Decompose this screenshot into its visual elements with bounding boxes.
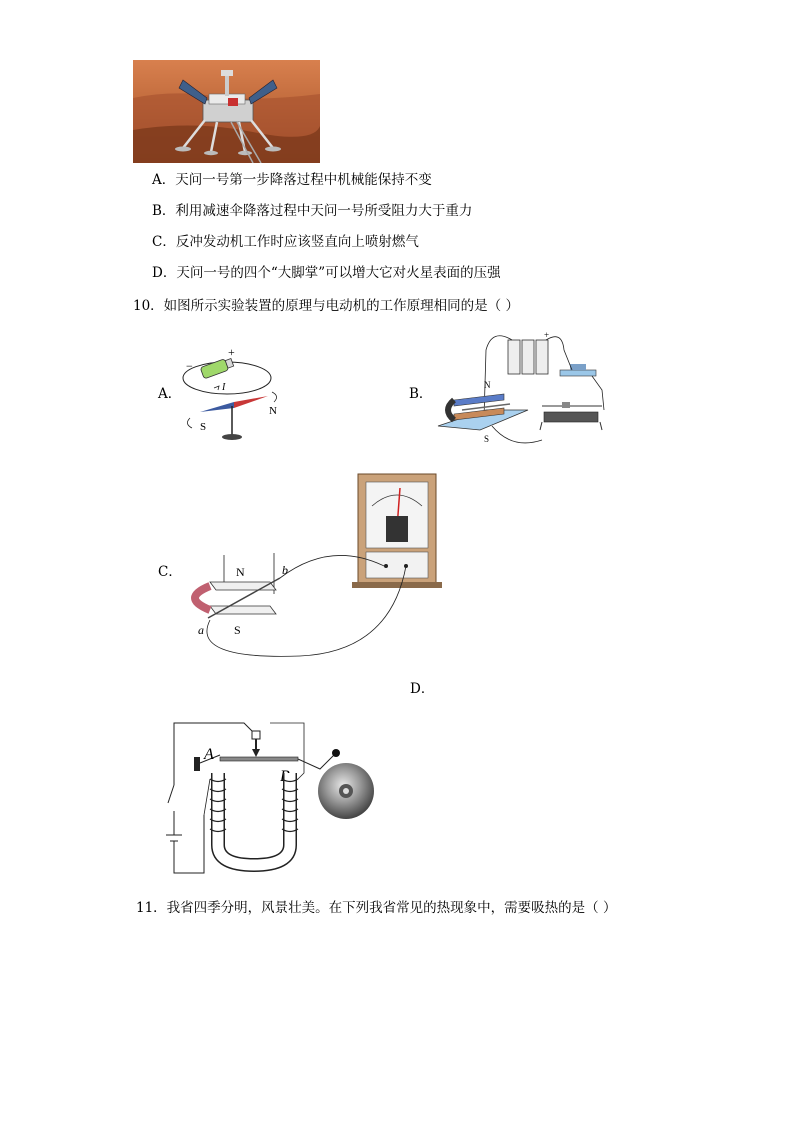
svg-text:+: + <box>544 330 550 340</box>
end-a-label: a <box>198 623 204 637</box>
point-b-label: B <box>280 768 290 785</box>
south-label: S <box>200 421 207 433</box>
q10-label-a[interactable]: A． <box>158 386 182 402</box>
q9-option-b[interactable] <box>152 202 472 220</box>
oersted-figure <box>172 340 282 445</box>
north-label: N <box>484 380 491 390</box>
q11-stem: 11．我省四季分明，风景壮美。在下列我省常见的热现象中，需要吸热的是（ ） <box>136 900 617 916</box>
q10-label-c[interactable]: C． <box>158 564 182 580</box>
option-text: 利用减速伞降落过程中天问一号所受阻力大于重力 <box>175 203 473 219</box>
generator-figure <box>180 470 445 665</box>
option-text: 天问一号第一步降落过程中机械能保持不变 <box>175 172 432 188</box>
end-b-label: b <box>282 563 288 577</box>
option-letter: A． <box>152 172 176 188</box>
q10-label-d[interactable]: D． <box>410 681 435 697</box>
south-label: S <box>234 623 241 637</box>
south-label: S <box>484 434 490 444</box>
electric-bell-figure <box>160 715 380 880</box>
minus-sign: − <box>186 359 193 373</box>
option-text: 反冲发动机工作时应该竖直向上喷射燃气 <box>175 234 419 250</box>
q10-stem: 10．如图所示实验装置的原理与电动机的工作原理相同的是（ ） <box>133 298 519 314</box>
north-label: N <box>236 565 245 579</box>
option-letter: D． <box>152 265 177 281</box>
north-label: N <box>269 405 277 417</box>
mars-lander-photo <box>133 60 320 163</box>
point-a-label: A <box>204 746 214 763</box>
option-letter: C． <box>152 234 176 250</box>
q9-option-c[interactable] <box>152 233 419 251</box>
rail-motor-figure <box>432 330 612 450</box>
q9-option-a[interactable] <box>152 171 432 189</box>
plus-sign: + <box>228 345 235 359</box>
current-label: I <box>222 382 226 393</box>
option-letter: B． <box>152 203 176 219</box>
q10-label-b[interactable]: B． <box>409 386 433 402</box>
option-text: 天问一号的四个“大脚掌”可以增大它对火星表面的压强 <box>176 265 501 281</box>
q9-option-d[interactable] <box>152 264 501 282</box>
